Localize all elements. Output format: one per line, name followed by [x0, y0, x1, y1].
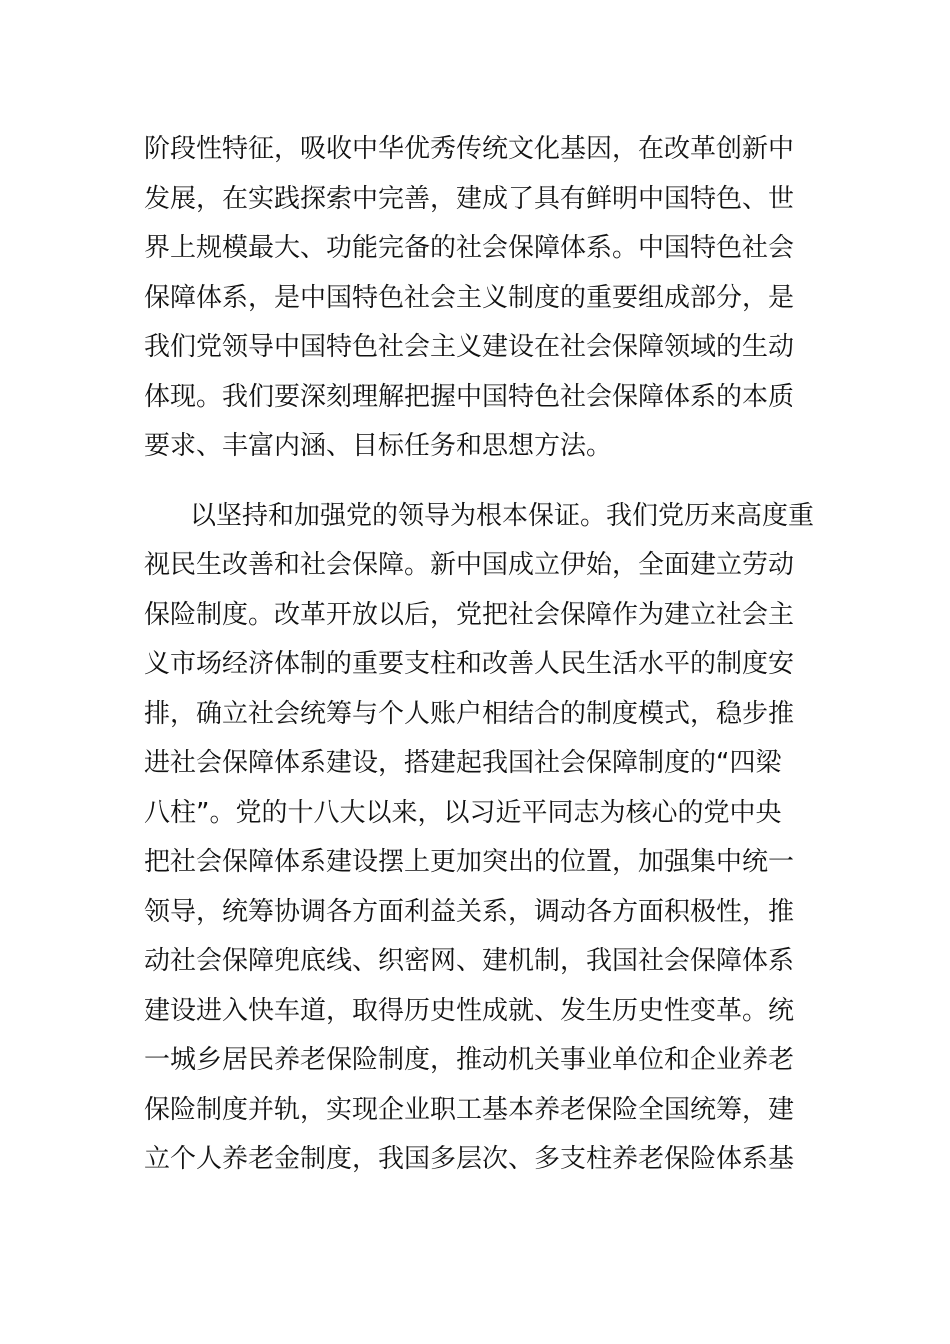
text-line: 排，确立社会统筹与个人账户相结合的制度模式，稳步推	[144, 698, 795, 729]
text-line: 动社会保障兜底线、织密网、建机制，我国社会保障体系	[144, 946, 795, 976]
text-line: 义市场经济体制的重要支柱和改善人民生活水平的制度安	[144, 649, 795, 679]
text-line: 发展，在实践探索中完善，建成了具有鲜明中国特色、世	[144, 183, 795, 214]
text-line: 保障体系，是中国特色社会主义制度的重要组成部分，是	[144, 282, 795, 313]
text-line: 一城乡居民养老保险制度，推动机关事业单位和企业养老	[144, 1045, 795, 1075]
text-line: 立个人养老金制度，我国多层次、多支柱养老保险体系基	[144, 1144, 795, 1174]
paragraph-2	[144, 492, 815, 1185]
text-line: 要求、丰富内涵、目标任务和思想方法。	[144, 431, 613, 461]
body-text	[144, 125, 815, 1185]
text-line: 视民生改善和社会保障。新中国成立伊始，全面建立劳动	[144, 550, 795, 580]
text-line: 保险制度。改革开放以后，党把社会保障作为建立社会主	[144, 599, 795, 630]
text-line: 领导，统筹协调各方面利益关系，调动各方面积极性，推	[144, 896, 795, 927]
paragraph-1	[144, 125, 794, 472]
text-line: 建设进入快车道，取得历史性成就、发生历史性变革。统	[144, 995, 795, 1026]
text-line: 把社会保障体系建设摆上更加突出的位置，加强集中统一	[144, 847, 795, 877]
text-line: 阶段性特征，吸收中华优秀传统文化基因，在改革创新中	[144, 134, 795, 164]
paragraph-spacer	[144, 472, 794, 492]
text-line: 八柱”。党的十八大以来，以习近平同志为核心的党中央	[144, 797, 782, 828]
text-line: 界上规模最大、功能完备的社会保障体系。中国特色社会	[144, 233, 795, 263]
text-line: 体现。我们要深刻理解把握中国特色社会保障体系的本质	[144, 381, 795, 412]
text-line: 我们党领导中国特色社会主义建设在社会保障领域的生动	[144, 332, 795, 362]
text-line: 保险制度并轨，实现企业职工基本养老保险全国统筹，建	[144, 1094, 795, 1125]
text-line: 进社会保障体系建设，搭建起我国社会保障制度的“四梁	[144, 748, 782, 778]
text-line: 以坚持和加强党的领导为根本保证。我们党历来高度重	[190, 500, 815, 531]
